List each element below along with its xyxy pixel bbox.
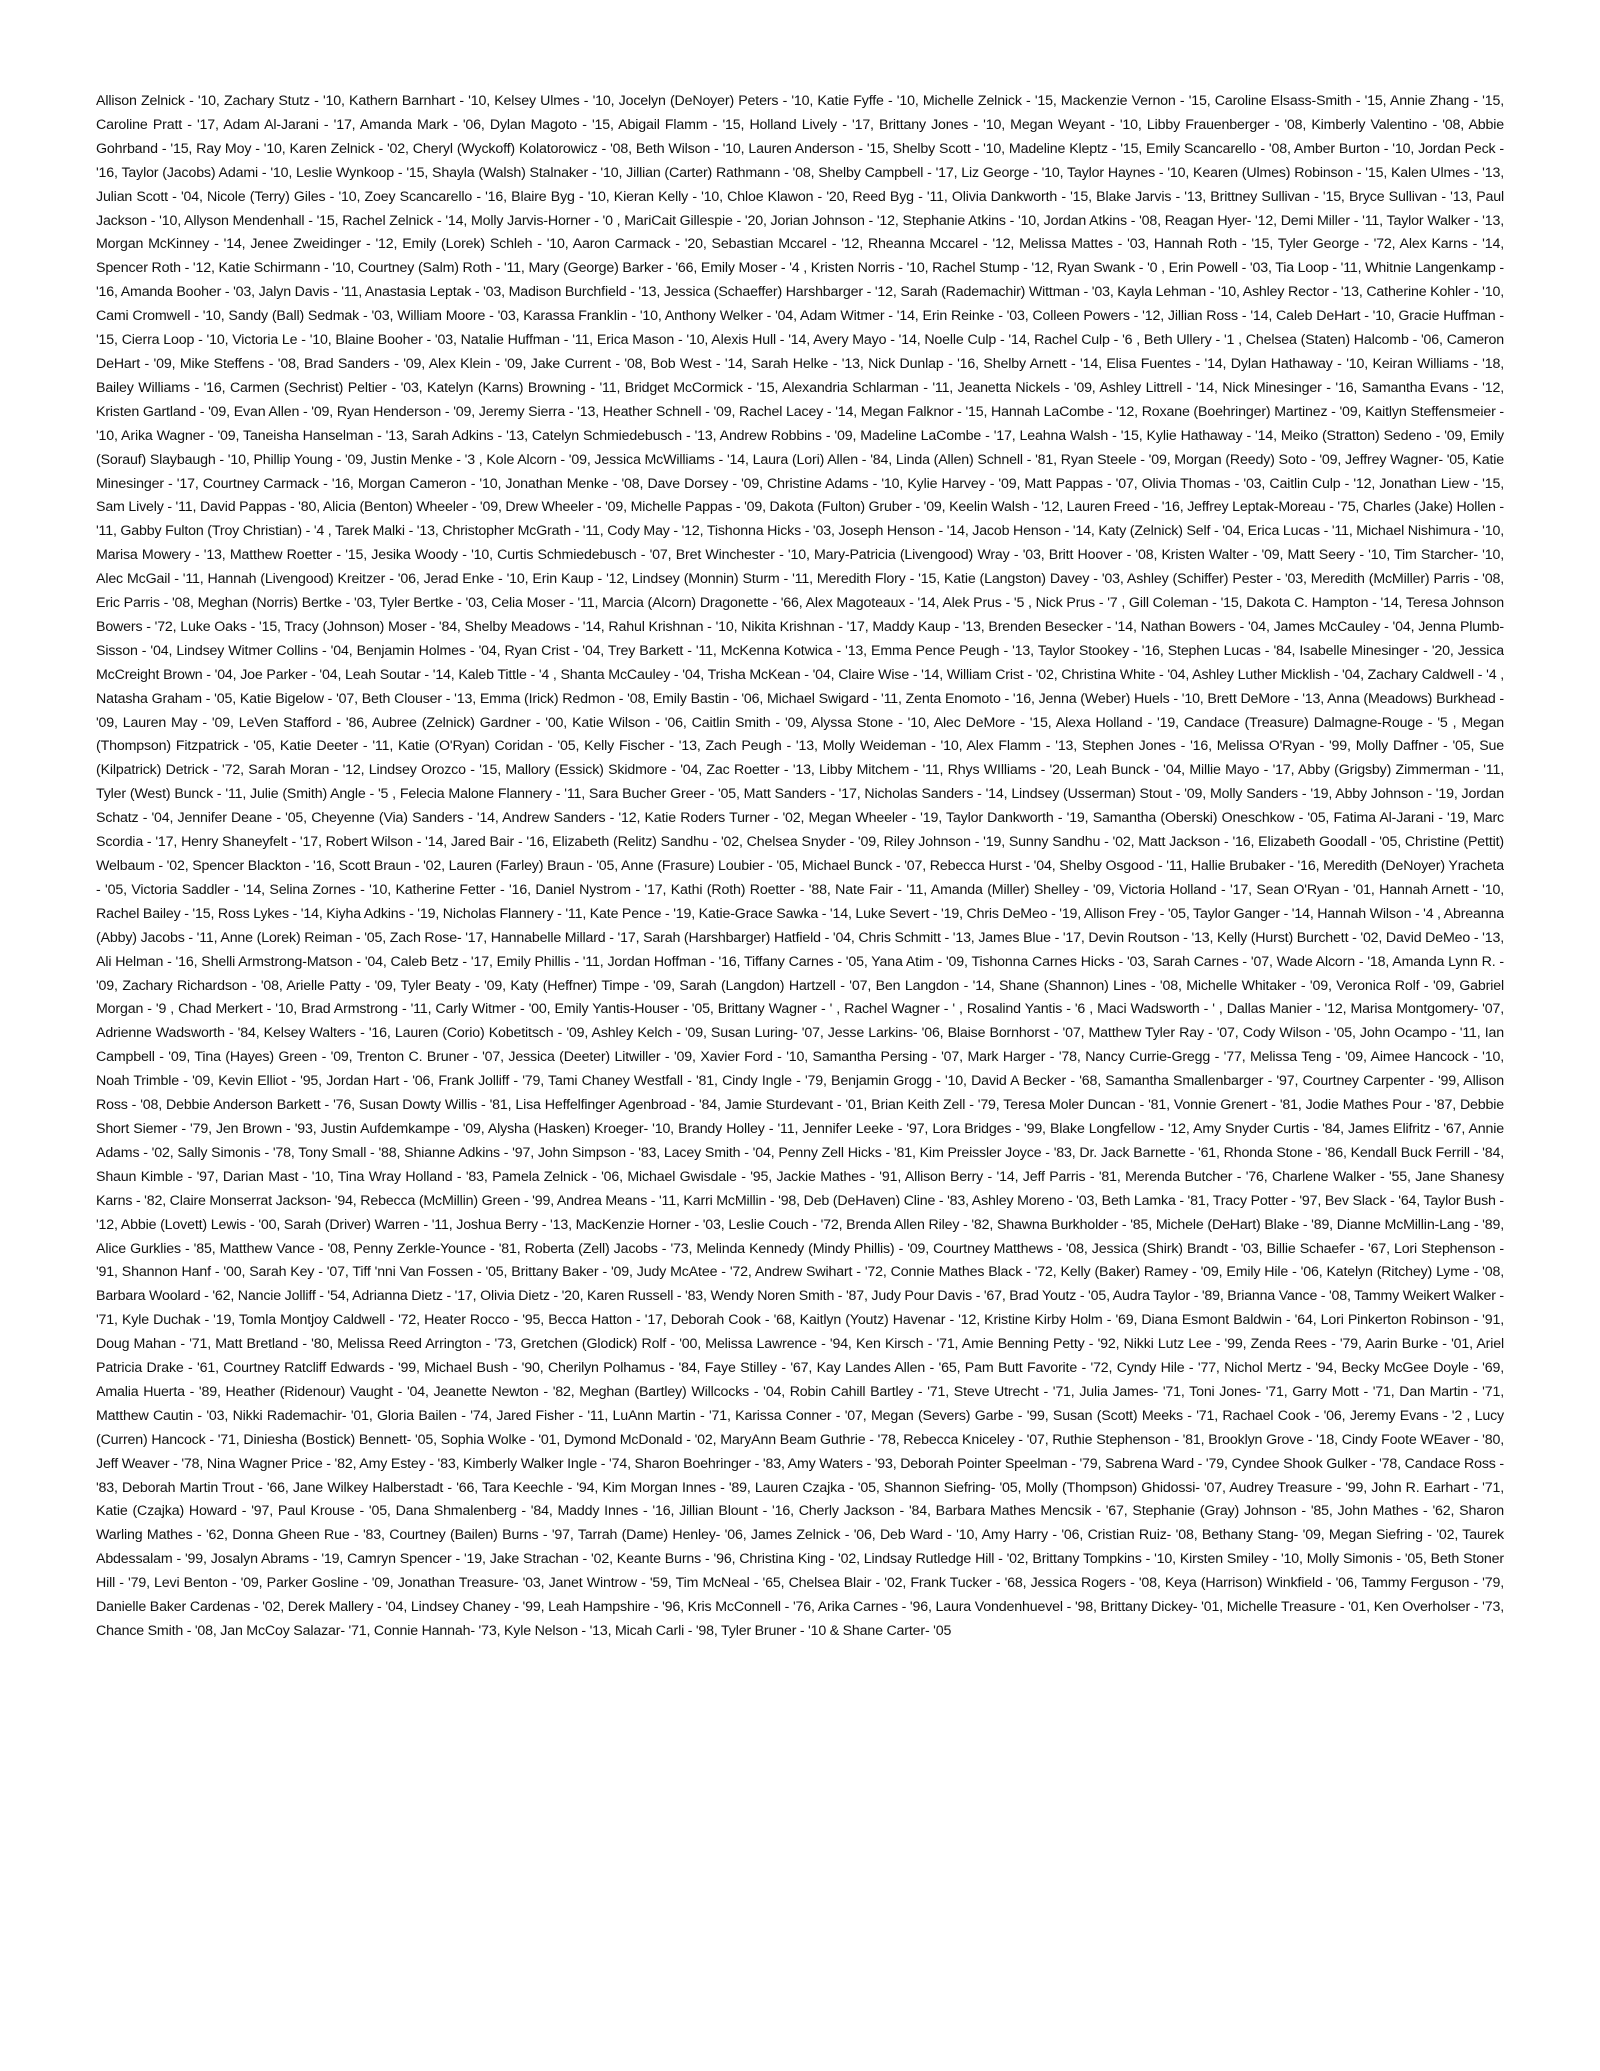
names-paragraph: Allison Zelnick - '10, Zachary Stutz - '10, Kathern Barnhart - '10, Kelsey Ulmes - '10, Jocelyn (DeNoyer) Peters - '10, Katie Fyffe - '10, Michelle Zelnick - '15, Mackenzie Vernon - '15, Caroline Elsass-Smith - '15, Annie Zhang - '15, Caroline Pratt - '17, Adam Al-Jarani - '17, Amanda Mark - '06, Dylan Magoto - '15, Abigail Flamm - '15, Holland Lively - '17, Brittany Jones - '10, Megan Weyant - '10, Libby Frauenberger - '08, Kimberly Valentino - '08, Abbie Gohrband - '15, Ray Moy - '10, Karen Zelnick - '02, Cheryl (Wyckoff) Kolatorowicz - '08, Beth Wilson - '10, Lauren Anderson - '15, Shelby Scott - '10, Madeline Kleptz - '15, Emily Scancarello - '08, Amber Burton - '10, Jordan Peck - '16, Taylor (Jacobs) Adami - '10, Leslie Wynkoop - '15, Shayla (Walsh) Stalnaker - '10, Jillian (Carter) Rathmann - '08, Shelby Campbell - '17, Liz George - '10, Taylor Haynes - '10, Kearen (Ulmes) Robinson - '15, Kalen Ulmes - '13, Julian Scott - '04, Nicole (Terry) Giles - '10, Zoey Scancarello - '16, Blaire Byg - '10, Kieran Kelly - '10, Chloe Klawon - '20, Reed Byg - '11, Olivia Dankworth - '15, Blake Jarvis - '13, Brittney Sullivan - '15, Bryce Sullivan - '13, Paul Jackson - '10, Allyson Mendenhall - '15, Rachel Zelnick - '14, Molly Jarvis-Horner - '0 , MariCait Gillespie - '20, Jorian Johnson - '12, Stephanie Atkins - '10, Jordan Atkins - '08, Reagan Hyer- '12, Demi Miller - '11, Taylor Walker - '13, Morgan McKinney - '14, Jenee Zweidinger - '12, Emily (Lorek) Schleh - '10, Aaron Carmack - '20, Sebastian Mccarel - '12, Rheanna Mccarel - '12, Melissa Mattes - '03, Hannah Roth - '15, Tyler George - '72, Alex Karns - '14, Spencer Roth - '12, Katie Schirmann - '10, Courtney (Salm) Roth - '11, Mary (George) Barker - '66, Emily Moser - '4 , Kristen Norris - '10, Rachel Stump - '12, Ryan Swank - '0 , Erin Powell - '03, Tia Loop - '11, Whitnie Langenkamp - '16, Amanda Booher - '03, Jalyn Davis - '11, Anastasia Leptak - '03, Madison Burchfield - '13, Jessica (Schaeffer) Harshbarger - '12, Sarah (Rademachir) Wittman - '03, Kayla Lehman - '10, Ashley Rector - '13, Catherine Kohler - '10, Cami Cromwell - '10, Sandy (Ball) Sedmak - '03, William Moore - '03, Karassa Franklin - '10, Anthony Welker - '04, Adam Witmer - '14, Erin Reinke - '03, Colleen Powers - '12, Jillian Ross - '14, Caleb DeHart - '10, Gracie Huffman - '15, Cierra Loop - '10, Victoria Le - '10, Blaine Booher - '03, Natalie Huffman - '11, Erica Mason - '10, Alexis Hull - '14, Avery Mayo - '14, Noelle Culp - '14, Rachel Culp - '6 , Beth Ullery - '1 , Chelsea (Staten) Halcomb - '06, Cameron DeHart - '09, Mike Steffens - '08, Brad Sanders - '09, Alex Klein - '09, Jake Current - '08, Bob West - '14, Sarah Helke - '13, Nick Dunlap - '16, Shelby Arnett - '14, Elisa Fuentes - '14, Dylan Hathaway - '10, Keiran Williams - '18, Bailey Williams - '16, Carmen (Sechrist) Peltier - '03, Katelyn (Karns) Browning - '11, Bridget McCormick - '15, Alexandria Schlarman - '11, Jeanetta Nickels - '09, Ashley Littrell - '14, Nick Minesinger - '16, Samantha Evans - '12, Kristen Gartland - '09, Evan Allen - '09, Ryan Henderson - '09, Jeremy Sierra - '13, Heather Schnell - '09, Rachel Lacey - '14, Megan Falknor - '15, Hannah LaCombe - '12, Roxane (Boehringer) Martinez - '09, Kaitlyn Steffensmeier - '10, Arika Wagner - '09, Taneisha Hanselman - '13, Sarah Adkins - '13, Catelyn Schmiedebusch - '13, Andrew Robbins - '09, Madeline LaCombe - '17, Leahna Walsh - '15, Kylie Hathaway - '14, Meiko (Stratton) Sedeno - '09, Emily (Sorauf) Slaybaugh - '10, Phillip Young - '09, Justin Menke - '3 , Kole Alcorn - '09, Jessica McWilliams - '14, Laura (Lori) Allen - '84, Linda (Allen) Schnell - '81, Ryan Steele - '09, Morgan (Reedy) Soto - '09, Jeffrey Wagner- '05, Katie Minesinger - '17, Courtney Carmack - '16, Morgan Cameron - '10, Jonathan Menke - '08, Dave Dorsey - '09, Christine Adams - '10, Kylie Harvey - '09, Matt Pappas - '07, Olivia Thomas - '03, Caitlin Culp - '12, Jonathan Liew - '15, Sam Lively - '11, David Pappas - '80, Alicia (Benton) Wheeler - '09, Drew Wheeler - '09, Michelle Pappas - '09, Dakota (Fulton) Gruber - '09, Keelin Walsh - '12, Lauren Freed - '16, Jeffrey Leptak-Moreau - '75, Charles (Jake) Hollen - '11, Gabby Fulton (Troy Christian) - '4 , Tarek Malki - '13, Christopher McGrath - '11, Cody May - '12, Tishonna Hicks - '03, Joseph Henson - '14, Jacob Henson - '14, Katy (Zelnick) Self - '04, Erica Lucas - '11, Michael Nishimura - '10, Marisa Mowery - '13, Matthew Roetter - '15, Jesika Woody - '10, Curtis Schmiedebusch - '07, Bret Winchester - '10, Mary-Patricia (Livengood) Wray - '03, Britt Hoover - '08, Kristen Walter - '09, Matt Seery - '10, Tim Starcher- '10, Alec McGail - '11, Hannah (Livengood) Kreitzer - '06, Jerad Enke - '10, Erin Kaup - '12, Lindsey (Monnin) Sturm - '11, Meredith Flory - '15, Katie (Langston) Davey - '03, Ashley (Schiffer) Pester - '03, Meredith (McMiller) Parris - '08, Eric Parris - '08, Meghan (Norris) Bertke - '03, Tyler Bertke - '03, Celia Moser - '11, Marcia (Alcorn) Dragonette - '66, Alex Magoteaux - '14, Alek Prus - '5 , Nick Prus - '7 , Gill Coleman - '15, Dakota C. Hampton - '14, Teresa Johnson Bowers - '72, Luke Oaks - '15, Tracy (Johnson) Moser - '84, Shelby Meadows - '14, Rahul Krishnan - '10, Nikita Krishnan - '17, Maddy Kaup - '13, Brenden Besecker - '14, Nathan Bowers - '04, James McCauley - '04, Jenna Plumb-Sisson - '04, Lindsey Witmer Collins - '04, Benjamin Holmes - '04, Ryan Crist - '04, Trey Barkett - '11, McKenna Kotwica - '13, Emma Pence Peugh - '13, Taylor Stookey - '16, Stephen Lucas - '84, Isabelle Minesinger - '20, Jessica McCreight Brown - '04, Joe Parker - '04, Leah Soutar - '14, Kaleb Tittle - '4 , Shanta McCauley - '04, Trisha McKean - '04, Claire Wise - '14, William Crist - '02, Christina White - '04, Ashley Luther Micklish - '04, Zachary Caldwell - '4 , Natasha Graham - '05, Katie Bigelow - '07, Beth Clouser - '13, Emma (Irick) Redmon - '08, Emily Bastin - '06, Michael Swigard - '11, Zenta Enomoto - '16, Jenna (Weber) Huels - '10, Brett DeMore - '13, Anna (Meadows) Burkhead - '09, Lauren May - '09, LeVen Stafford - '86, Aubree (Zelnick) Gardner - '00, Katie Wilson - '06, Caitlin Smith - '09, Alyssa Stone - '10, Alec DeMore - '15, Alexa Holland - '19, Candace (Treasure) Dalmagne-Rouge - '5 , Megan (Thompson) Fitzpatrick - '05, Katie Deeter - '11, Katie (O'Ryan) Coridan - '05, Kelly Fischer - '13, Zach Peugh - '13, Molly Weideman - '10, Alex Flamm - '13, Stephen Jones - '16, Melissa O'Ryan - '99, Molly Daffner - '05, Sue (Kilpatrick) Detrick - '72, Sarah Moran - '12, Lindsey Orozco - '15, Mallory (Essick) Skidmore - '04, Zac Roetter - '13, Libby Mitchem - '11, Rhys WIlliams - '20, Leah Bunck - '04, Millie Mayo - '17, Abby (Grigsby) Zimmerman - '11, Tyler (West) Bunck - '11, Julie (Smith) Angle - '5 , Felecia Malone Flannery - '11, Sara Bucher Greer - '05, Matt Sanders - '17, Nicholas Sanders - '14, Lindsey (Usserman) Stout - '09, Molly Sanders - '19, Abby Johnson - '19, Jordan Schatz - '04, Jennifer Deane - '05, Cheyenne (Via) Sanders - '14, Andrew Sanders - '12, Katie Roders Turner - '02, Megan Wheeler - '19, Taylor Dankworth - '19, Samantha (Oberski) Oneschkow - '05, Fatima Al-Jarani - '19, Marc Scordia - '17, Henry Shaneyfelt - '17, Robert Wilson - '14, Jared Bair - '16, Elizabeth (Relitz) Sandhu - '02, Chelsea Snyder - '09, Riley Johnson - '19, Sunny Sandhu - '02, Matt Jackson - '16, Elizabeth Goodall - '05, Christine (Pettit) Welbaum - '02, Spencer Blackton - '16, Scott Braun - '02, Lauren (Farley) Braun - '05, Anne (Frasure) Loubier - '05, Michael Bunck - '07, Rebecca Hurst - '04, Shelby Osgood - '11, Hallie Brubaker - '16, Meredith (DeNoyer) Yracheta - '05, Victoria Saddler - '14, Selina Zornes - '10, Katherine Fetter - '16, Daniel Nystrom - '17, Kathi (Roth) Roetter - '88, Nate Fair - '11, Amanda (Miller) Shelley - '09, Victoria Holland - '17, Sean O'Ryan - '01, Hannah Arnett - '10, Rachel Bailey - '15, Ross Lykes - '14, Kiyha Adkins - '19, Nicholas Flannery - '11, Kate Pence - '19, Katie-Grace Sawka - '14, Luke Severt - '19, Chris DeMeo - '19, Allison Frey - '05, Taylor Ganger - '14, Hannah Wilson - '4 , Abreanna (Abby) Jacobs - '11, Anne (Lorek) Reiman - '05, Zach Rose- '17, Hannabelle Millard - '17, Sarah (Harshbarger) Hatfield - '04, Chris Schmitt - '13, James Blue - '17, Devin Routson - '13, Kelly (Hurst) Burchett - '02, David DeMeo - '13, Ali Helman - '16, Shelli Armstrong-Matson - '04, Caleb Betz - '17, Emily Phillis - '11, Jordan Hoffman - '16, Tiffany Carnes - '05, Yana Atim - '09, Tishonna Carnes Hicks - '03, Sarah Carnes - '07, Wade Alcorn - '18, Amanda Lynn R. - '09, Zachary Richardson - '08, Arielle Patty - '09, Tyler Beaty - '09, Katy (Heffner) Timpe - '09, Sarah (Langdon) Hartzell - '07, Ben Langdon - '14, Shane (Shannon) Lines - '08, Michelle Whitaker - '09, Veronica Rolf - '09, Gabriel Morgan - '9 , Chad Merkert - '10, Brad Armstrong - '11, Carly Witmer - '00, Emily Yantis-Houser - '05, Brittany Wagner - ' , Rachel Wagner - ' , Rosalind Yantis - '6 , Maci Wadsworth - ' , Dallas Manier - '12, Marisa Montgomery- '07, Adrienne Wadsworth - '84, Kelsey Walters - '16, Lauren (Corio) Kobetitsch - '09, Ashley Kelch - '09, Susan Luring- '07, Jesse Larkins- '06, Blaise Bornhorst - '07, Matthew Tyler Ray - '07, Cody Wilson - '05, John Ocampo - '11, Ian Campbell - '09, Tina (Hayes) Green - '09, Trenton C. Bruner - '07, Jessica (Deeter) Litwiller - '09, Xavier Ford - '10, Samantha Persing - '07, Mark Harger - '78, Nancy Currie-Gregg - '77, Melissa Teng - '09, Aimee Hancock - '10, Noah Trimble - '09, Kevin Elliot - '95, Jordan Hart - '06, Frank Jolliff - '79, Tami Chaney Westfall - '81, Cindy Ingle - '79, Benjamin Grogg - '10, David A Becker - '68, Samantha Smallenbarger - '97, Courtney Carpenter - '99, Allison Ross - '08, Debbie Anderson Barkett - '76, Susan Dowty Willis - '81, Lisa Heffelfinger Agenbroad - '84, Jamie Sturdevant - '01, Brian Keith Zell - '79, Teresa Moler Duncan - '81, Vonnie Grenert - '81, Jodie Mathes Pour - '87, Debbie Short Siemer - '79, Jen Brown - '93, Justin Aufdemkampe - '09, Alysha (Hasken) Kroeger- '10, Brandy Holley - '11, Jennifer Leeke - '97, Lora Bridges - '99, Blake Longfellow - '12, Amy Snyder Curtis - '84, James Elifritz - '67, Annie Adams - '02, Sally Simonis - '78, Tony Small - '88, Shianne Adkins - '97, John Simpson - '83, Lacey Smith - '04, Penny Zell Hicks - '81, Kim Preissler Joyce - '83, Dr. Jack Barnette - '61, Rhonda Stone - '86, Kendall Buck Ferrill - '84, Shaun Kimble - '97, Darian Mast - '10, Tina Wray Holland - '83, Pamela Zelnick - '06, Michael Gwisdale - '95, Jackie Mathes - '91, Allison Berry - '14, Jeff Parris - '81, Merenda Butcher - '76, Charlene Walker - '55, Jane Shanesy Karns - '82, Claire Monserrat Jackson- '94, Rebecca (McMillin) Green - '99, Andrea Means - '11, Karri McMillin - '98, Deb (DeHaven) Cline - '83, Ashley Moreno - '03, Beth Lamka - '81, Tracy Potter - '97, Bev Slack - '64, Taylor Bush - '12, Abbie (Lovett) Lewis - '00, Sarah (Driver) Warren - '11, Joshua Berry - '13, MacKenzie Horner - '03, Leslie Couch - '72, Brenda Allen Riley - '82, Shawna Burkholder - '85, Michele (DeHart) Blake - '89, Dianne McMillin-Lang - '89, Alice Gurklies - '85, Matthew Vance - '08, Penny Zerkle-Younce - '81, Roberta (Zell) Jacobs - '73, Melinda Kennedy (Mindy Phillis) - '09, Courtney Matthews - '08, Jessica (Shirk) Brandt - '03, Billie Schaefer - '67, Lori Stephenson - '91, Shannon Hanf - '00, Sarah Key - '07, Tiff 'nni Van Fossen - '05, Brittany Baker - '09, Judy McAtee - '72, Andrew Swihart - '72, Connie Mathes Black - '72, Kelly (Baker) Ramey - '09, Emily Hile - '06, Katelyn (Ritchey) Lyme - '08, Barbara Woolard - '62, Nancie Jolliff - '54, Adrianna Dietz - '17, Olivia Dietz - '20, Karen Russell - '83, Wendy Noren Smith - '87, Judy Pour Davis - '67, Brad Youtz - '05, Audra Taylor - '89, Brianna Vance - '08, Tammy Weikert Walker - '71, Kyle Duchak - '19, Tomla Montjoy Caldwell - '72, Heater Rocco - '95, Becca Hatton - '17, Deborah Cook - '68, Kaitlyn (Youtz) Havenar - '12, Kristine Kirby Holm - '69, Diana Esmont Baldwin - '64, Lori Pinkerton Robinson - '91, Doug Mahan - '71, Matt Bretland - '80, Melissa Reed Arrington - '73, Gretchen (Glodick) Rolf - '00, Melissa Lawrence - '94, Ken Kirsch - '71, Amie Benning Petty - '92, Nikki Lutz Lee - '99, Zenda Rees - '79, Aarin Burke - '01, Ariel Patricia Drake - '61, Courtney Ratcliff Edwards - '99, Michael Bush - '90, Cherilyn Polhamus - '84, Faye Stilley - '67, Kay Landes Allen - '65, Pam Butt Favorite - '72, Cyndy Hile - '77, Nichol Mertz - '94, Becky McGee Doyle - '69, Amalia Huerta - '89, Heather (Ridenour) Vaught - '04, Jeanette Newton - '82, Meghan (Bartley) Willcocks - '04, Robin Cahill Bartley - '71, Steve Utrecht - '71, Julia James- '71, Toni Jones- '71, Garry Mott - '71, Dan Martin - '71, Matthew Cautin - '03, Nikki Rademachir- '01, Gloria Bailen - '74, Jared Fisher - '11, LuAnn Martin - '71, Karissa Conner - '07, Megan (Severs) Garbe - '99, Susan (Scott) Meeks - '71, Rachael Cook - '06, Jeremy Evans - '2 , Lucy (Curren) Hancock - '71, Diniesha (Bostick) Bennett- '05, Sophia Wolke - '01, Dymond McDonald - '02, MaryAnn Beam Guthrie - '78, Rebecca Kniceley - '07, Ruthie Stephenson - '81, Brooklyn Grove - '18, Cindy Foote WEaver - '80, Jeff Weaver - '78, Nina Wagner Price - '82, Amy Estey - '83, Kimberly Walker Ingle - '74, Sharon Boehringer - '83, Amy Waters - '93, Deborah Pointer Speelman - '79, Sabrena Ward - '79, Cyndee Shook Gulker - '78, Candace Ross - '83, Deborah Martin Trout - '66, Jane Wilkey Halberstadt - '66, Tara Keechle - '94, Kim Morgan Innes - '89, Lauren Czajka - '05, Shannon Siefring- '05, Molly (Thompson) Ghidossi- '07, Audrey Treasure - '99, John R. Earhart - '71, Katie (Czajka) Howard - '97, Paul Krouse - '05, Dana Shmalenberg - '84, Maddy Innes - '16, Jillian Blount - '16, Cherly Jackson - '84, Barbara Mathes Mencsik - '67, Stephanie (Gray) Johnson - '85, John Mathes - '62, Sharon Warling Mathes - '62, Donna Gheen Rue - '83, Courtney (Bailen) Burns - '97, Tarrah (Dame) Henley- '06, James Zelnick - '06, Deb Ward - '10, Amy Harry - '06, Cristian Ruiz- '08, Bethany Stang- '09, Megan Siefring - '02, Taurek Abdessalam - '99, Josalyn Abrams - '19, Camryn Spencer - '19, Jake Strachan - '02, Keante Burns - '96, Christina King - '02, Lindsay Rutledge Hill - '02, Brittany Tompkins - '10, Kirsten Smiley - '10, Molly Simonis - '05, Beth Stoner Hill - '79, Levi Benton - '09, Parker Gosline - '09, Jonathan Treasure- '03, Janet Wintrow - '59, Tim McNeal - '65, Chelsea Blair - '02, Frank Tucker - '68, Jessica Rogers - '08, Keya (Harrison) Winkfield - '06, Tammy Ferguson - '79, Danielle Baker Cardenas - '02, Derek Mallery - '04, Lindsey Chaney - '99, Leah Hampshire - '96, Kris McConnell - '76, Arika Carnes - '96, Laura Vondenhuevel - '98, Brittany Dickey- '01, Michelle Treasure - '01, Ken Overholser - '73, Chance Smith - '08, Jan McCoy Salazar- '71, Connie Hannah- '73, Kyle Nelson - '13, Micah Carli - '98, Tyler Bruner - '10 & Shane Carter- '05 bbox=[96, 93, 1504, 1639]
document-page bbox=[96, 90, 1504, 1990]
